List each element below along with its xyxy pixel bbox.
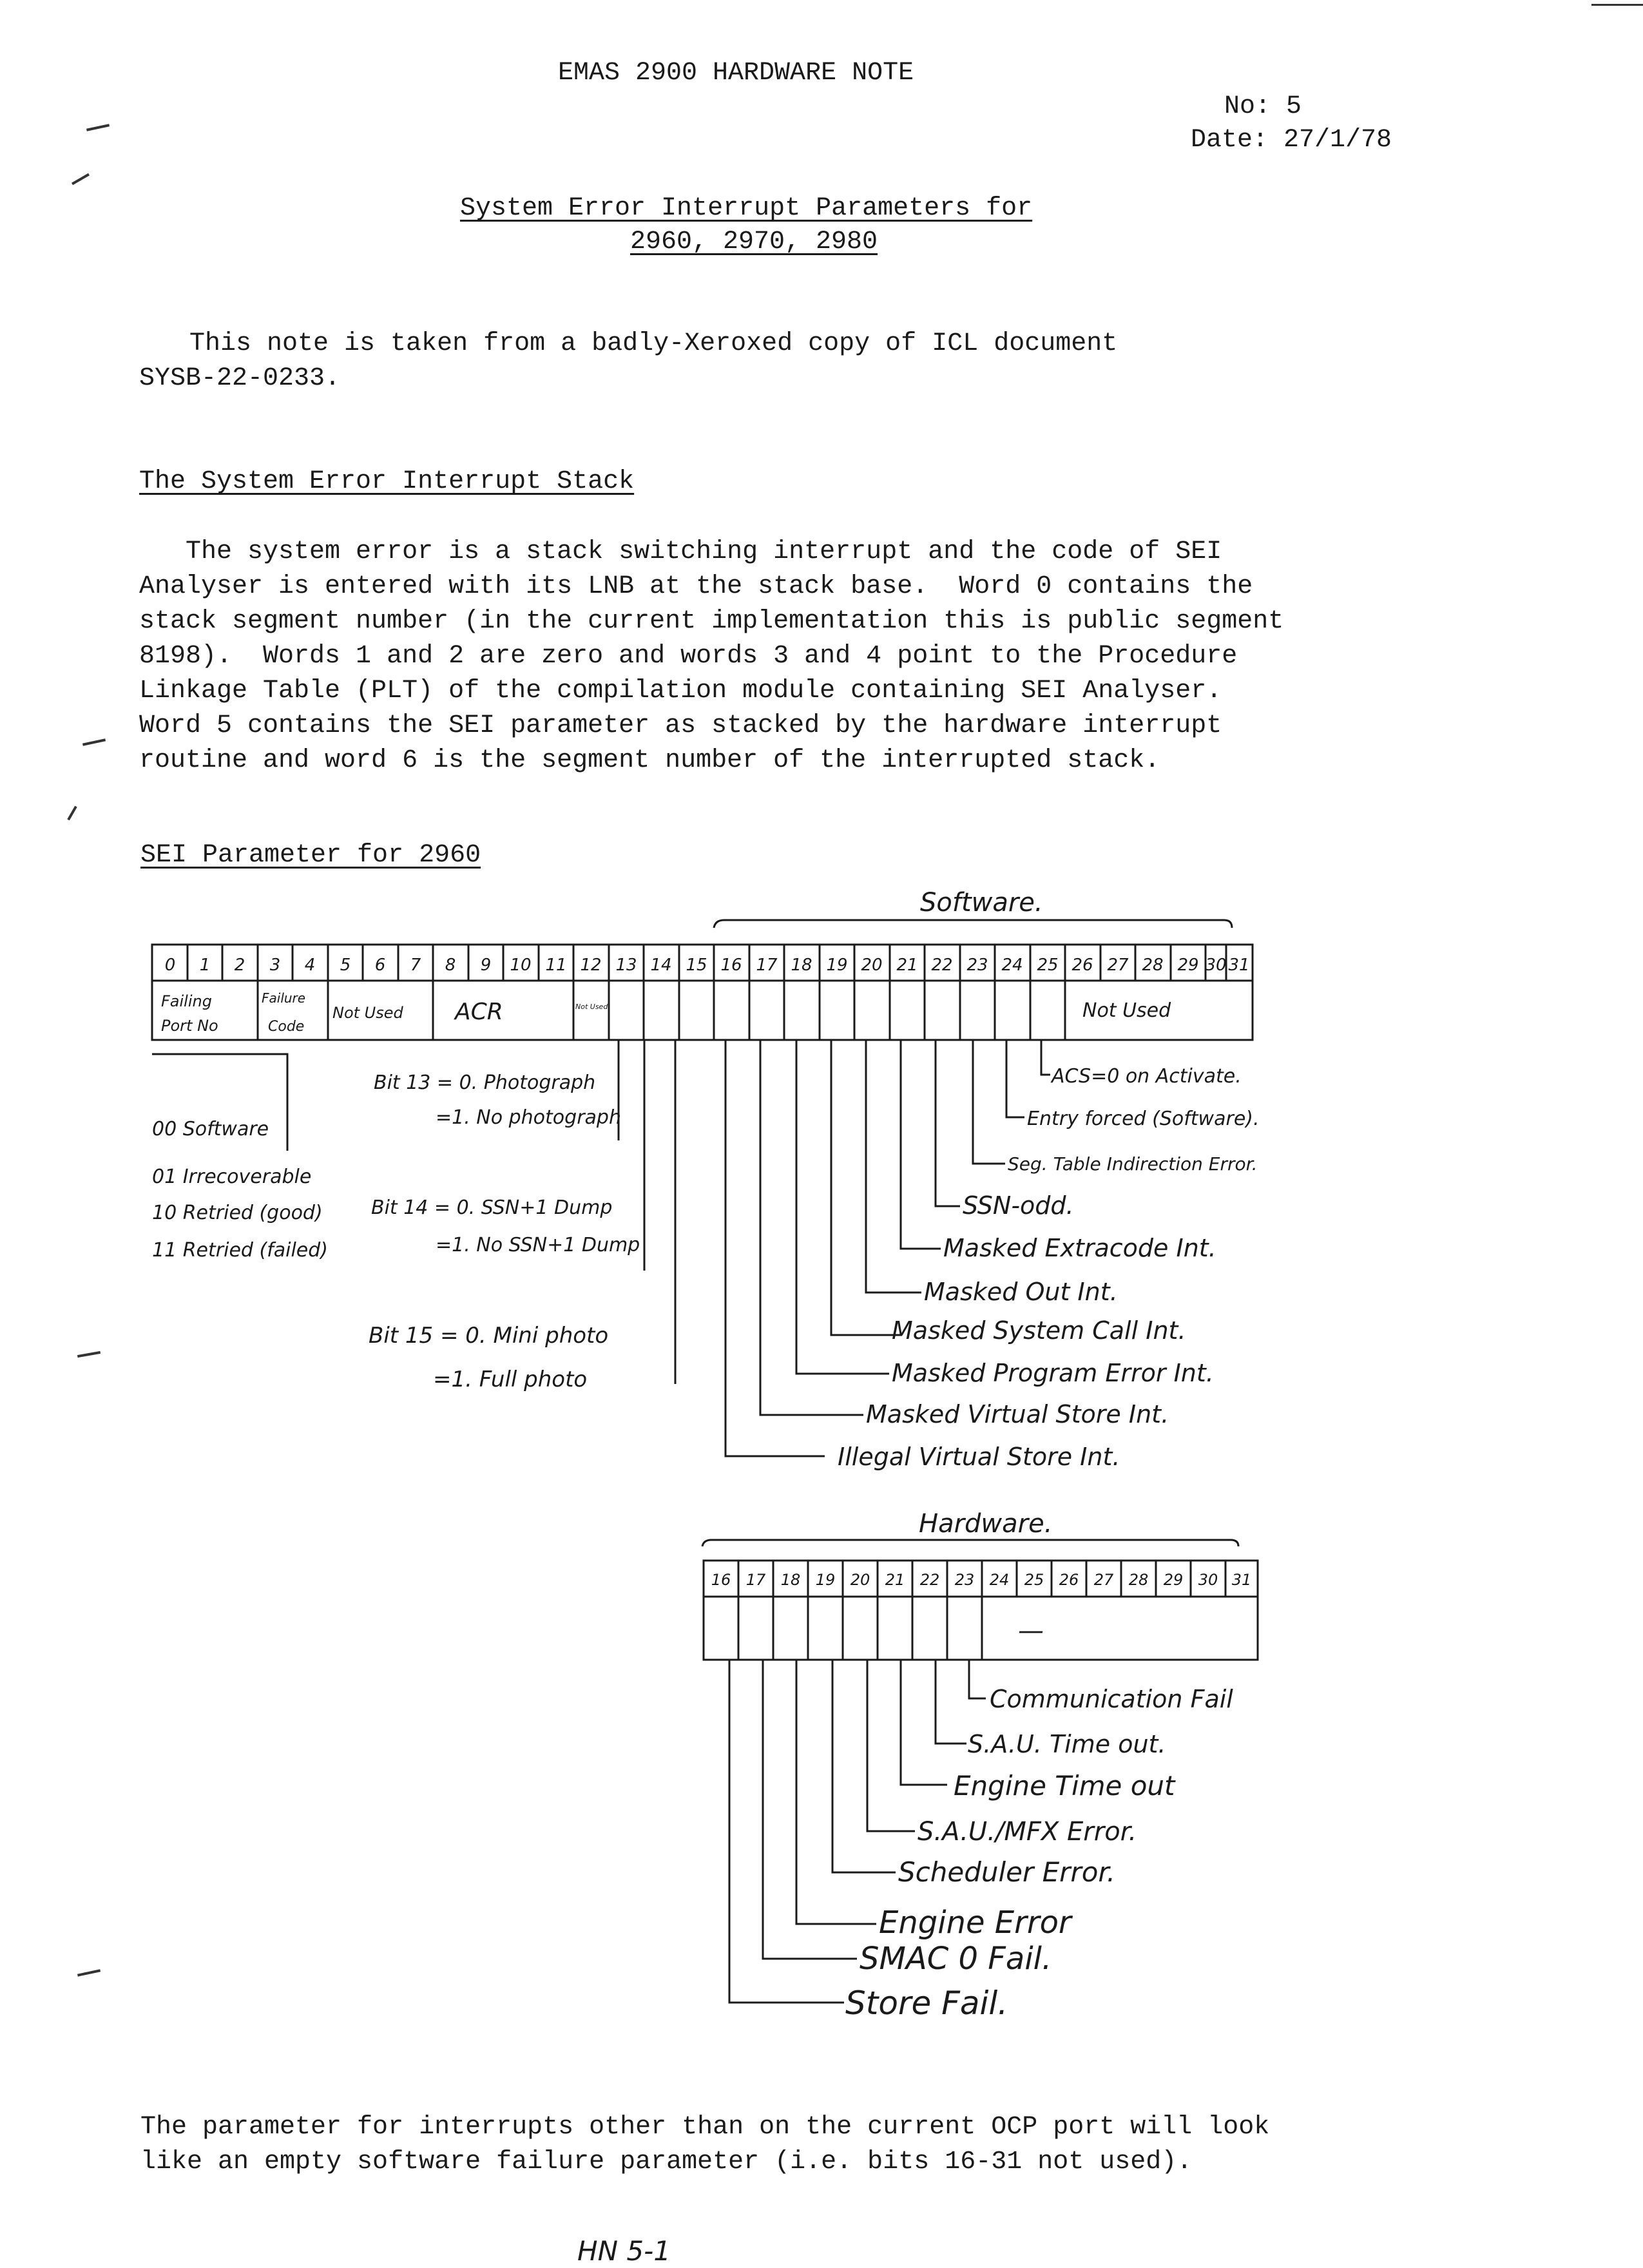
stack-line: The system error is a stack switching interrupt and the code of SEI: [139, 537, 1222, 566]
sei-parameter-heading: SEI Parameter for 2960: [140, 841, 481, 870]
hw-bit-number: 26: [1059, 1571, 1079, 1589]
bit-number: 12: [580, 956, 602, 975]
port-code: 01 Irrecoverable: [152, 1166, 312, 1188]
bit-number: 14: [650, 956, 672, 975]
label-sau-timeout: S.A.U. Time out.: [968, 1730, 1166, 1758]
bit-number: 3: [269, 956, 281, 975]
intro-line1: This note is taken from a badly-Xeroxed copy of ICL document: [189, 329, 1118, 358]
label-store-fail: Store Fail.: [845, 1984, 1008, 2022]
hw-leader-bit18: [796, 1660, 876, 1924]
bit-number: 27: [1107, 956, 1129, 975]
label-engine-error: Engine Error: [879, 1905, 1071, 1941]
label-ssn-odd: SSN-odd.: [963, 1191, 1074, 1220]
hw-leader-bit17: [763, 1660, 857, 1959]
hw-bit-number: 30: [1198, 1571, 1218, 1589]
field-failure-code: Code: [268, 1019, 305, 1035]
hw-bit-number: 27: [1093, 1571, 1114, 1589]
bit13-note: Bit 13 = 0. Photograph: [374, 1072, 596, 1094]
hw-leader-bit20: [867, 1660, 915, 1831]
bit-number: 20: [861, 956, 883, 975]
hw-bit-number: 31: [1231, 1571, 1252, 1589]
label-engine-timeout: Engine Time out: [954, 1770, 1175, 1802]
stack-line: 8198). Words 1 and 2 are zero and words 3 and 4 point to the Procedure: [139, 642, 1238, 671]
stack-line: Word 5 contains the SEI parameter as stacked by the hardware interrupt: [139, 711, 1222, 740]
hw-bit-number: 28: [1128, 1571, 1149, 1589]
hw-bit-number: 23: [954, 1571, 975, 1589]
field-failing-port: Failing: [161, 992, 212, 1010]
leader-bit16: [725, 1040, 825, 1456]
note-date: Date: 27/1/78: [1191, 126, 1392, 155]
bit15-note: =1. Full photo: [433, 1367, 588, 1392]
hw-leader-bit16: [729, 1660, 844, 2003]
label-masked-program-error: Masked Program Error Int.: [892, 1359, 1214, 1387]
bit-number: 13: [615, 956, 637, 975]
bit-number: 0: [164, 956, 176, 975]
leader-bit22: [936, 1040, 960, 1206]
leader-bit25: [1041, 1040, 1050, 1075]
leader-bit24: [1006, 1040, 1024, 1117]
hardware-brace: [702, 1540, 1238, 1546]
hw-bit-number: 24: [989, 1571, 1010, 1589]
label-illegal-virtual-store: Illegal Virtual Store Int.: [838, 1443, 1120, 1471]
bit13-note: =1. No photograph: [436, 1106, 621, 1129]
bit-number: 29: [1177, 956, 1199, 975]
field-not-used: Not Used: [332, 1004, 403, 1022]
hardware-bit-dividers: [738, 1561, 1225, 1660]
port-code: 00 Software: [152, 1118, 269, 1140]
page-reference: HN 5-1: [577, 2235, 671, 2267]
note-number: No: 5: [1224, 92, 1302, 121]
stack-line: Analyser is entered with its LNB at the stack base. Word 0 contains the: [139, 572, 1253, 601]
bit-number: 15: [686, 956, 707, 975]
bit14-note: Bit 14 = 0. SSN+1 Dump: [371, 1196, 613, 1219]
bit-number: 9: [480, 956, 492, 975]
hw-bit-number: 21: [885, 1571, 905, 1589]
port-code: 10 Retried (good): [152, 1202, 323, 1224]
bit-number: 31: [1228, 956, 1250, 975]
bit-number: 30: [1205, 956, 1227, 975]
leader-bit18: [796, 1040, 889, 1374]
hw-leader-bit23: [969, 1660, 986, 1698]
bit-number: 8: [445, 956, 456, 975]
label-masked-virtual-store: Masked Virtual Store Int.: [866, 1400, 1169, 1428]
hw-bit-number: 25: [1024, 1571, 1044, 1589]
bit-number: 26: [1071, 956, 1093, 975]
label-masked-out: Masked Out Int.: [924, 1278, 1118, 1306]
hw-bit-number: 19: [815, 1571, 836, 1589]
hw-bit-number: 22: [919, 1571, 940, 1589]
leader-bit23: [973, 1040, 1005, 1164]
bit-number: 16: [720, 956, 742, 975]
bit-number: 10: [510, 956, 532, 975]
bit-number: 22: [931, 956, 953, 975]
main-title-line1: System Error Interrupt Parameters for: [460, 194, 1033, 223]
field-acr: ACR: [455, 999, 503, 1025]
hw-leader-bit22: [936, 1660, 966, 1744]
bit-number: 6: [374, 956, 386, 975]
bit-number: 11: [545, 956, 567, 975]
main-title-line2: 2960, 2970, 2980: [630, 227, 878, 256]
field-failure-code: Failure: [262, 990, 306, 1006]
label-sau-mfx-error: S.A.U./MFX Error.: [918, 1817, 1137, 1847]
leader-bit17: [760, 1040, 863, 1415]
stack-line: Linkage Table (PLT) of the compilation module containing SEI Analyser.: [139, 677, 1222, 706]
bit-number: 21: [896, 956, 918, 975]
bit15-note: Bit 15 = 0. Mini photo: [369, 1323, 609, 1349]
bit-number: 7: [410, 956, 421, 975]
software-brace-label: Software.: [920, 888, 1043, 918]
hw-bit-number: 16: [711, 1571, 731, 1589]
label-masked-extracode: Masked Extracode Int.: [943, 1234, 1216, 1262]
label-communication-fail: Communication Fail: [990, 1685, 1233, 1713]
hw-unused-dash: —: [1018, 1616, 1044, 1646]
hw-leader-bit19: [832, 1660, 896, 1872]
label-acs-activate: ACS=0 on Activate.: [1052, 1065, 1242, 1088]
leader-bit20: [866, 1040, 921, 1293]
intro-line2: SYSB-22-0233.: [139, 364, 341, 393]
hw-bit-number: 29: [1163, 1571, 1184, 1589]
bit14-note: =1. No SSN+1 Dump: [436, 1234, 640, 1256]
bit-number: 4: [304, 956, 316, 975]
label-masked-system-call: Masked System Call Int.: [892, 1316, 1186, 1345]
field-failing-port: Port No: [161, 1017, 218, 1035]
bit-number: 19: [826, 956, 848, 975]
label-seg-table-error: Seg. Table Indirection Error.: [1008, 1153, 1258, 1175]
software-brace: [714, 920, 1232, 928]
bit-number: 24: [1001, 956, 1023, 975]
stack-line: routine and word 6 is the segment number of the interrupted stack.: [139, 746, 1160, 775]
bit-number: 5: [340, 956, 351, 975]
bit-number: 17: [756, 956, 778, 975]
hw-bit-number: 18: [780, 1571, 801, 1589]
bit-number: 25: [1037, 956, 1059, 975]
scan-mark: [1591, 4, 1643, 6]
bit-number: 23: [966, 956, 988, 975]
footer-line1: The parameter for interrupts other than on the current OCP port will look: [140, 2113, 1270, 2142]
hw-bit-number: 17: [745, 1571, 766, 1589]
bit-number: 28: [1142, 956, 1164, 975]
field-not-used-right: Not Used: [1082, 999, 1171, 1022]
hardware-brace-label: Hardware.: [919, 1509, 1053, 1539]
hw-bit-number: 20: [850, 1571, 870, 1589]
label-scheduler-error: Scheduler Error.: [898, 1856, 1116, 1888]
footer-line2: like an empty software failure parameter (i.e. bits 16-31 not used).: [140, 2148, 1193, 2177]
field-bit12: Not Used: [575, 1003, 608, 1011]
bit-number: 1: [199, 956, 211, 975]
port-code: 11 Retried (failed): [152, 1239, 329, 1262]
hw-leader-bit21: [901, 1660, 947, 1785]
stack-line: stack segment number (in the current implementation this is public segment: [139, 607, 1284, 636]
bit-number: 18: [791, 956, 812, 975]
label-smac-fail: SMAC 0 Fail.: [860, 1941, 1052, 1977]
stack-section-heading: The System Error Interrupt Stack: [139, 467, 635, 496]
bit-number: 2: [234, 956, 245, 975]
label-entry-forced: Entry forced (Software).: [1027, 1108, 1260, 1130]
document-title: EMAS 2900 HARDWARE NOTE: [558, 59, 914, 88]
